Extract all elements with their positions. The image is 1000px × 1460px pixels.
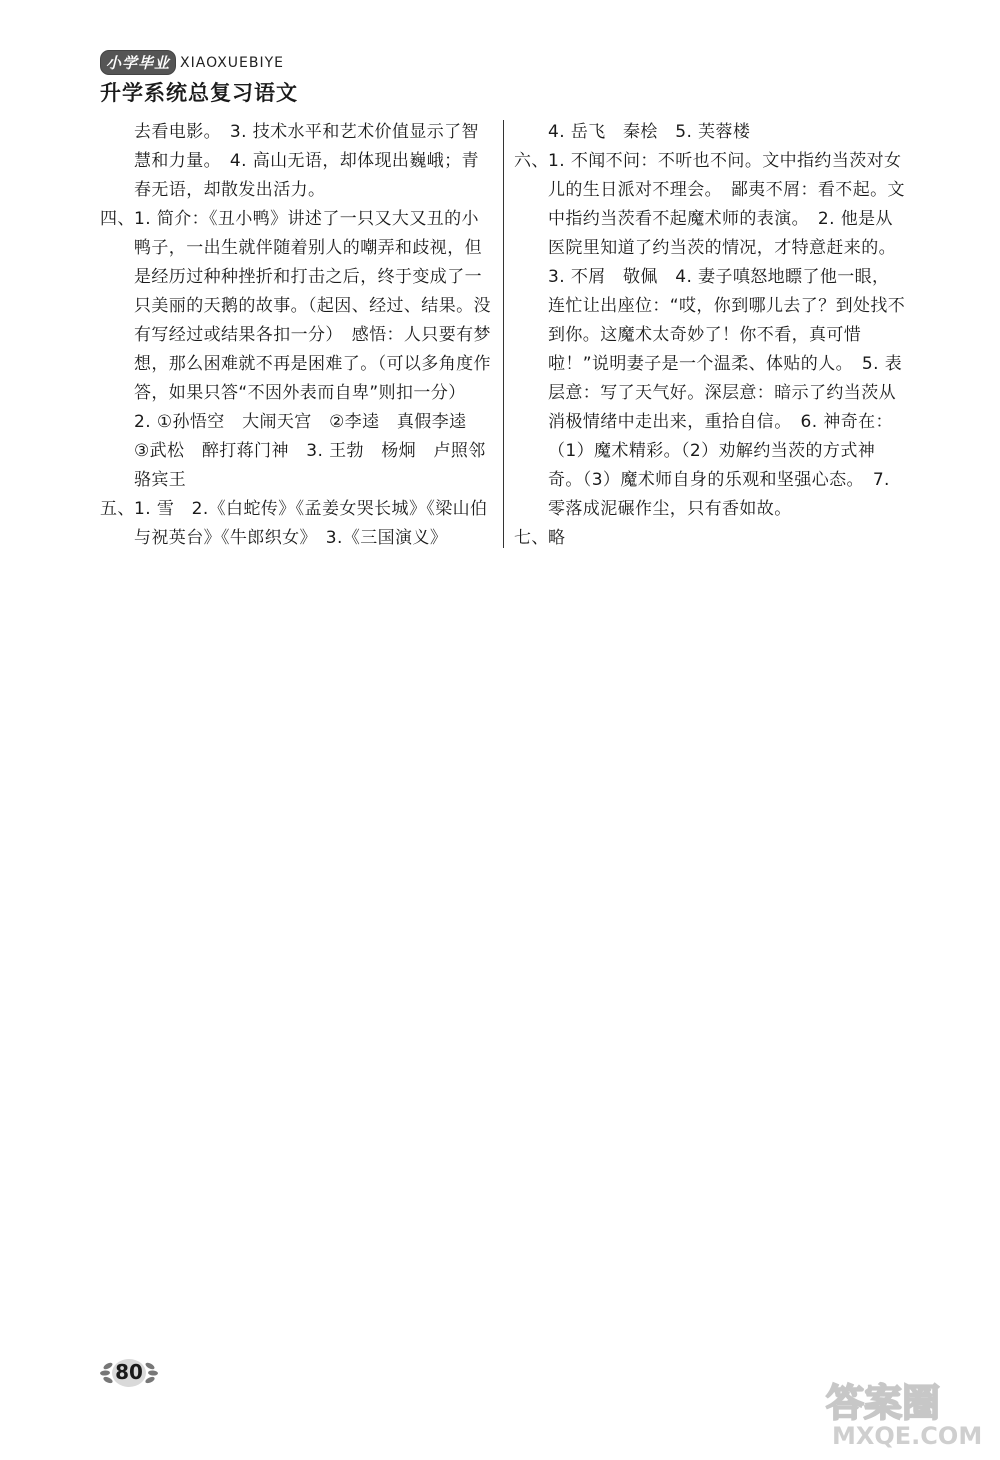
section-four bbox=[100, 205, 492, 495]
section-body: 略 bbox=[548, 528, 566, 548]
text-line: ③武松 醉打蒋门神 3. 王勃 杨炯 卢照邻 bbox=[134, 441, 486, 461]
page-header bbox=[100, 50, 520, 107]
section-heading: 六、 bbox=[514, 151, 549, 171]
series-badge bbox=[100, 50, 284, 75]
column-divider bbox=[503, 120, 504, 548]
watermark-emblem-icon bbox=[818, 1372, 988, 1450]
section-heading: 七、 bbox=[514, 528, 549, 548]
text-line: 4. 岳飞 秦桧 5. 芙蓉楼 bbox=[548, 122, 751, 142]
section-heading: 五、 bbox=[100, 499, 135, 519]
text-line: 去看电影。 3. 技术水平和艺术价值显示了智 bbox=[134, 122, 479, 142]
section-body: 1. 雪 2.《白蛇传》《孟姜女哭长城》《梁山伯与祝英台》《牛郎织女》 3.《三国演义》 bbox=[134, 499, 488, 548]
section-six bbox=[514, 147, 906, 524]
section-five bbox=[100, 495, 492, 553]
watermark-title: 答案圈 bbox=[826, 1381, 941, 1425]
series-name-en: XIAOXUEBIYE bbox=[180, 54, 285, 71]
page-number: 80 bbox=[115, 1360, 143, 1384]
book-title: 升学系统总复习语文 bbox=[100, 81, 298, 105]
continued-answer bbox=[100, 118, 492, 205]
section-heading: 四、 bbox=[100, 209, 135, 229]
text-line: 慧和力量。 4. 高山无语，却体现出巍峨；青 bbox=[134, 151, 479, 171]
section-body: 1. 不闻不问：不听也不问。文中指约当茨对女儿的生日派对不理会。 鄙夷不屑：看不起。文中指约当茨看不起魔术师的表演。 2. 他是从医院里知道了约当茨的情况，才特意赶来的。 3. 不屑 敬佩 4. 妻子嗔怒地瞟了他一眼，连忙让出座位：“哎，你到哪儿去了？到处找不到你。这魔术太奇妙了！你不看，真可惜啦！”说明妻子是一个温柔、体贴的人。 5. 表层意：写了天气好。深层意：暗示了约当茨从消极情绪中走出来，重拾自信。 6. 神奇在：（1）魔术精彩。（2）劝解约当茨的方式神奇。（3）魔术师自身的乐观和坚强心态。 7. 零落成泥碾作尘，只有香如故。 bbox=[548, 151, 906, 519]
watermark-url: MXQE.COM bbox=[832, 1422, 983, 1450]
watermark-logo bbox=[818, 1372, 988, 1450]
series-name-cn: 小学毕业 bbox=[100, 50, 176, 75]
page-number-badge bbox=[98, 1356, 160, 1390]
left-column bbox=[100, 118, 492, 553]
text-line: 骆宾王 bbox=[134, 470, 187, 490]
text-line: 春无语，却散发出活力。 bbox=[134, 180, 326, 200]
section-seven bbox=[514, 524, 906, 553]
section-body: 1. 简介：《丑小鸭》讲述了一只又大又丑的小鸭子，一出生就伴随着别人的嘲弄和歧视，但是经历过种种挫折和打击之后，终于变成了一只美丽的天鹅的故事。（起因、经过、结果。没有写经过或结果各扣一分） 感悟：人只要有梦想，那么困难就不再是困难了。（可以多角度作答，如果只答“不因外表而自卑”则扣一分） bbox=[134, 209, 491, 403]
text-line: 2. ①孙悟空 大闹天宫 ②李逵 真假李逵 bbox=[134, 412, 467, 432]
right-column bbox=[514, 118, 906, 553]
